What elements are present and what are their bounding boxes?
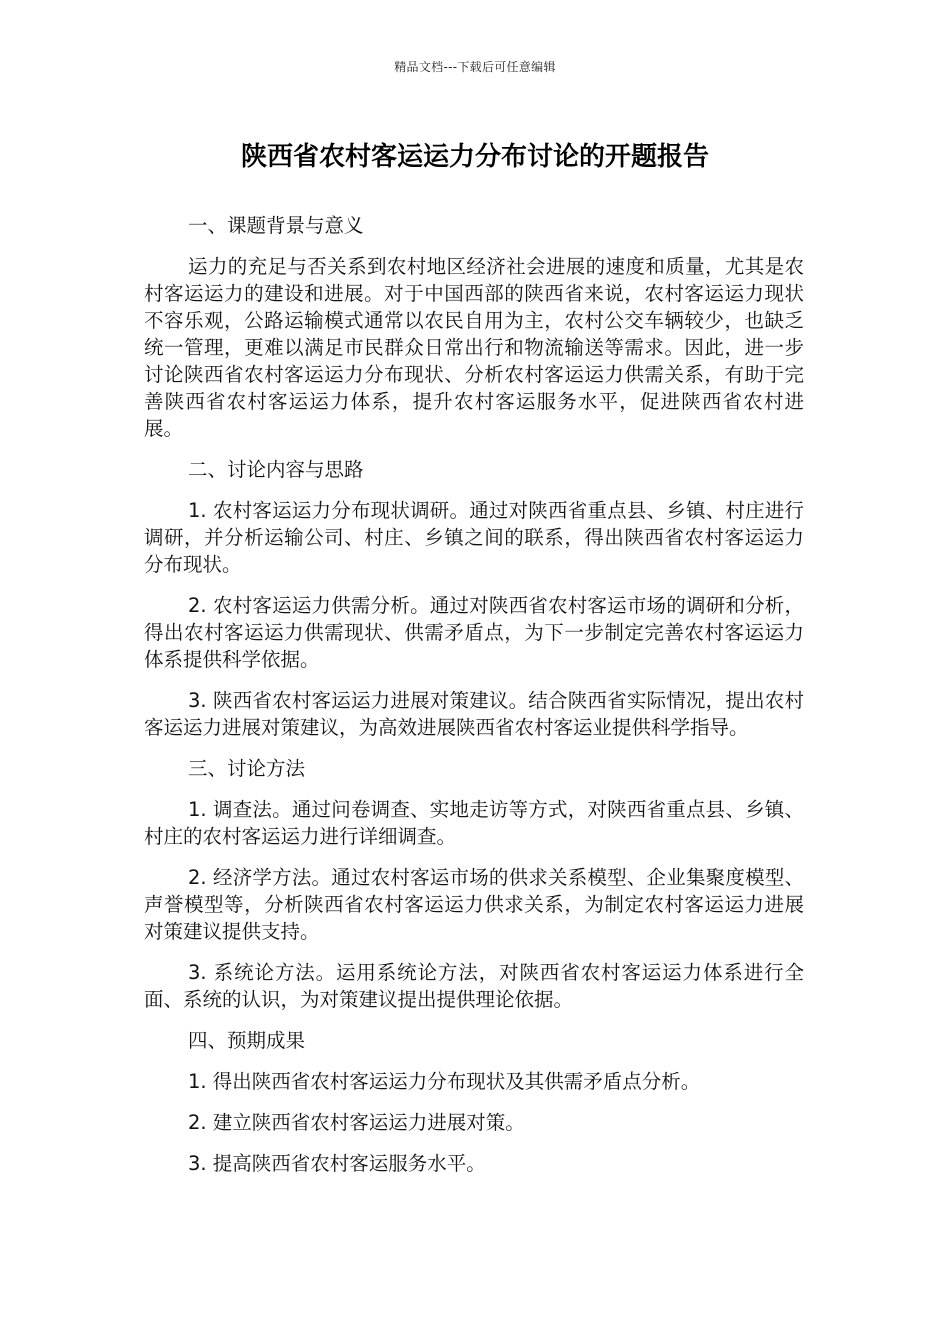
- section-heading-background: 一、课题背景与意义: [188, 214, 364, 237]
- document-title: 陕西省农村客运运力分布讨论的开题报告: [240, 142, 709, 172]
- paragraph-background: 运力的充足与否关系到农村地区经济社会进展的速度和质量，尤其是农村客运运力的建设和进展。对于中国西部的陕西省来说，农村客运运力现状不容乐观，公路运输模式通常以农民自用为主，农村公交车辆较少，也缺乏统一管理，更难以满足市民群众日常出行和物流输送等需求。因此，进一步讨论陕西省农村客运运力分布现状、分析农村客运运力供需关系，有助于完善陕西省农村客运运力体系，提升农村客运服务水平，促进陕西省农村进展。: [144, 255, 804, 440]
- paragraph-method-item-1: 1. 调查法。通过问卷调查、实地走访等方式，对陕西省重点县、乡镇、村庄的农村客运运力进行详细调查。: [144, 798, 804, 848]
- paragraph-outcome-item-1: 1. 得出陕西省农村客运运力分布现状及其供需矛盾点分析。: [188, 1070, 701, 1093]
- document-body: [144, 212, 804, 1177]
- paragraph-outcome-item-2: 2. 建立陕西省农村客运运力进展对策。: [188, 1111, 525, 1134]
- header-note: 精品文档---下载后可任意编辑: [394, 60, 556, 74]
- paragraph-method-item-3: 3. 系统论方法。运用系统论方法，对陕西省农村客运运力体系进行全面、系统的认识，为对策建议提出提供理论依据。: [144, 961, 804, 1011]
- paragraph-content-item-1: 1. 农村客运运力分布现状调研。通过对陕西省重点县、乡镇、村庄进行调研，并分析运输公司、村庄、乡镇之间的联系，得出陕西省农村客运运力分布现状。: [144, 499, 804, 576]
- section-heading-content: 二、讨论内容与思路: [188, 458, 364, 481]
- paragraph-method-item-2: 2. 经济学方法。通过农村客运市场的供求关系模型、企业集聚度模型、声誉模型等，分析陕西省农村客运运力供求关系，为制定农村客运运力进展对策建议提供支持。: [144, 866, 804, 943]
- paragraph-content-item-2: 2. 农村客运运力供需分析。通过对陕西省农村客运市场的调研和分析，得出农村客运运力供需现状、供需矛盾点，为下一步制定完善农村客运运力体系提供科学依据。: [144, 594, 804, 671]
- paragraph-outcome-item-3: 3. 提高陕西省农村客运服务水平。: [188, 1152, 486, 1175]
- paragraph-content-item-3: 3. 陕西省农村客运运力进展对策建议。结合陕西省实际情况，提出农村客运运力进展对策建议，为高效进展陕西省农村客运业提供科学指导。: [144, 689, 804, 739]
- section-heading-outcomes: 四、预期成果: [188, 1029, 306, 1052]
- section-heading-methods: 三、讨论方法: [188, 757, 306, 780]
